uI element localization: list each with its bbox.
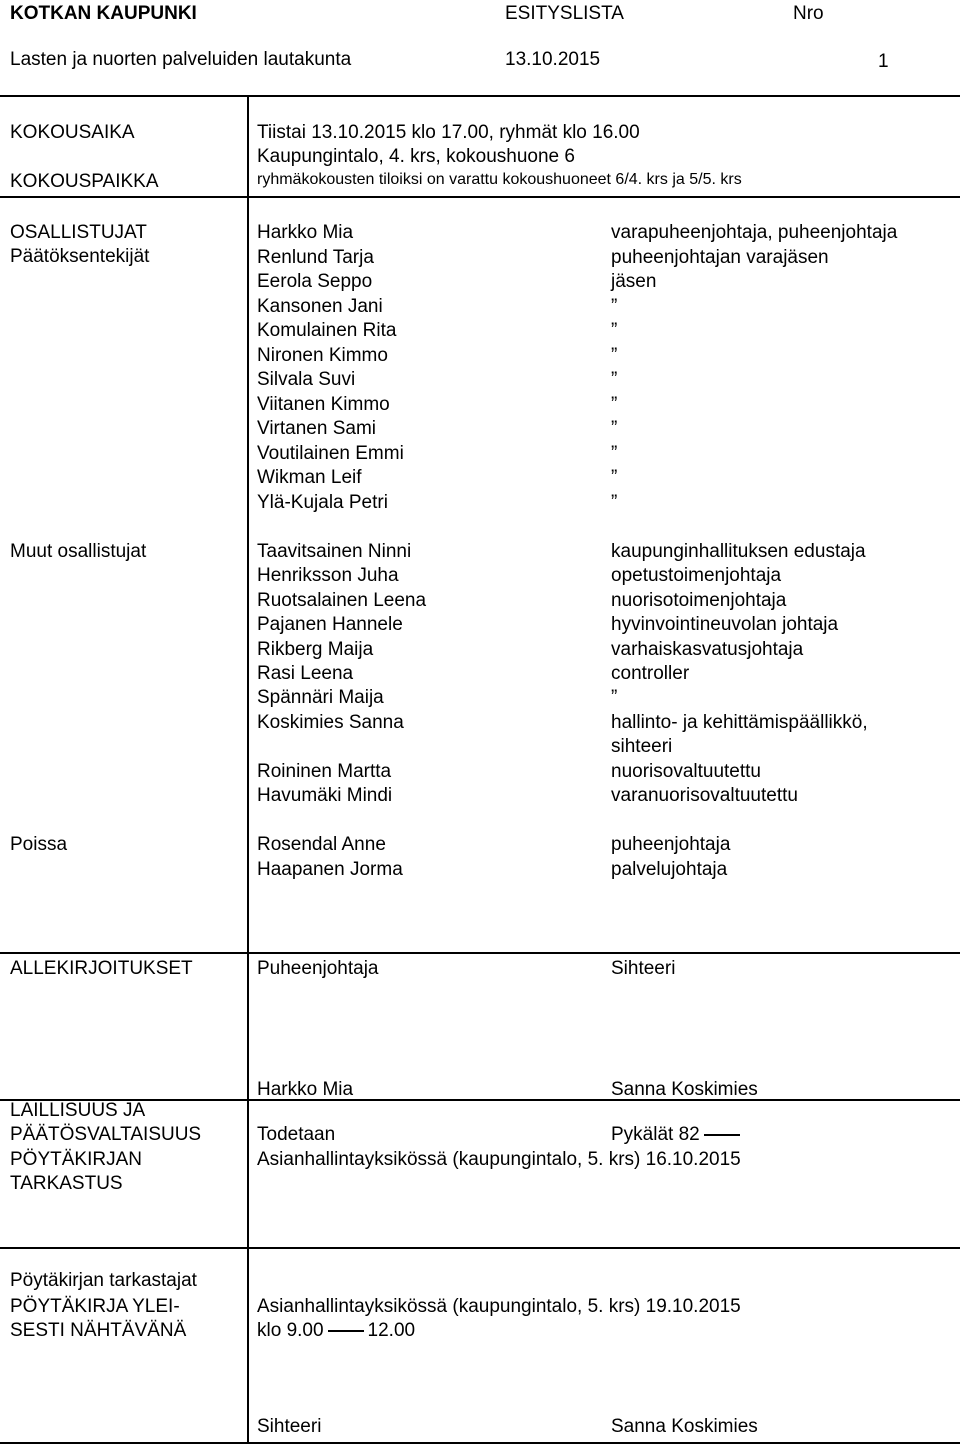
person-name: Havumäki Mindi (257, 785, 393, 806)
person-name: Harkko Mia (257, 222, 354, 243)
person-role: controller (611, 663, 690, 684)
legality-confirm: Todetaan (257, 1124, 336, 1145)
meeting-time-value: Tiistai 13.10.2015 klo 17.00, ryhmät klo 16.00 (257, 122, 640, 143)
sections-text: Pykälät 82 (611, 1124, 700, 1145)
person-name: Rikberg Maija (257, 638, 374, 660)
person-name: Eerola Seppo (257, 271, 373, 292)
person-role: varanuorisovaltuutettu (611, 785, 798, 806)
person-role: ” (611, 295, 618, 317)
person-name: Renlund Tarja (257, 246, 374, 268)
person-name: Komulainen Rita (257, 320, 397, 341)
person-role: varapuheenjohtaja, puheenjohtaja (611, 222, 898, 243)
public-value: Asianhallintayksikössä (kaupungintalo, 5. krs) 19.10.2015 (257, 1296, 741, 1317)
public-label-1: PÖYTÄKIRJA YLEI- (10, 1296, 180, 1317)
person-role: sihteeri (611, 736, 673, 758)
person-role: ” (611, 320, 618, 341)
meeting-place-value: Kaupungintalo, 4. krs, kokoushuone 6 (257, 146, 575, 167)
person-name: Henriksson Juha (257, 565, 399, 587)
person-role: ” (611, 491, 618, 513)
other-participants-label: Muut osallistujat (10, 541, 147, 562)
inspection-rule (0, 1247, 960, 1249)
person-role: opetustoimenjohtaja (611, 565, 782, 587)
person-role: puheenjohtaja (611, 834, 731, 855)
person-name: Silvala Suvi (257, 369, 356, 390)
participants-rule (0, 952, 960, 954)
meeting-rule (0, 196, 960, 198)
person-name: Viitanen Kimmo (257, 393, 390, 415)
time-range-dash (328, 1330, 364, 1332)
person-name: Ylä-Kujala Petri (257, 491, 388, 513)
person-role: ” (611, 687, 618, 709)
person-role: jäsen (611, 271, 657, 292)
person-name: Wikman Leif (257, 467, 362, 488)
document-type: ESITYSLISTA (505, 3, 624, 24)
absent-label: Poissa (10, 834, 68, 855)
inspectors-label: Pöytäkirjan tarkastajat (10, 1270, 197, 1291)
inspection-value: Asianhallintayksikössä (kaupungintalo, 5. krs) 16.10.2015 (257, 1149, 741, 1170)
person-role: ” (611, 442, 618, 464)
person-role: ” (611, 393, 618, 415)
person-name: Roininen Martta (257, 760, 392, 782)
chair-name: Harkko Mia (257, 1079, 354, 1100)
secretary-name: Sanna Koskimies (611, 1079, 758, 1100)
inspection-label-2: TARKASTUS (10, 1173, 123, 1194)
public-time-start: klo 9.00 (257, 1320, 324, 1341)
column-divider (247, 95, 249, 1444)
person-name: Spännäri Maija (257, 687, 384, 709)
person-name: Kansonen Jani (257, 295, 383, 317)
person-name: Voutilainen Emmi (257, 442, 404, 464)
sections-range (611, 1123, 740, 1147)
meeting-group-rooms: ryhmäkokousten tiloiksi on varattu kokoushuoneet 6/4. krs ja 5/5. krs (257, 171, 742, 188)
person-role: ” (611, 369, 618, 390)
meeting-date: 13.10.2015 (505, 49, 601, 70)
person-role: hallinto- ja kehittämispäällikkö, (611, 711, 868, 733)
person-name: Pajanen Hannele (257, 614, 403, 636)
footer-secretary-name: Sanna Koskimies (611, 1416, 758, 1437)
person-role: kaupunginhallituksen edustaja (611, 541, 866, 562)
person-name: Koskimies Sanna (257, 711, 404, 733)
person-role: puheenjohtajan varajäsen (611, 246, 829, 268)
inspection-label-1: PÖYTÄKIRJAN (10, 1149, 142, 1170)
person-role: palvelujohtaja (611, 858, 728, 880)
page-number: 1 (878, 51, 889, 72)
person-role: ” (611, 467, 618, 488)
secretary-label: Sihteeri (611, 958, 676, 979)
public-time (257, 1319, 415, 1343)
public-time-end: 12.00 (367, 1320, 416, 1341)
legality-label: LAILLISUUS JA (10, 1100, 146, 1121)
quorum-label: PÄÄTÖSVALTAISUUS (10, 1124, 202, 1145)
footer-secretary-label: Sihteeri (257, 1416, 322, 1437)
person-role: varhaiskasvatusjohtaja (611, 638, 804, 660)
participants-label: OSALLISTUJAT (10, 222, 147, 243)
person-role: nuorisotoimenjohtaja (611, 589, 787, 611)
person-role: nuorisovaltuutettu (611, 760, 761, 782)
number-label: Nro (793, 3, 824, 24)
meeting-time-label: KOKOUSAIKA (10, 122, 135, 143)
person-name: Rasi Leena (257, 663, 354, 684)
person-name: Nironen Kimmo (257, 344, 388, 366)
person-name: Ruotsalainen Leena (257, 589, 427, 611)
decision-makers-label: Päätöksentekijät (10, 246, 150, 267)
range-dash (704, 1134, 740, 1136)
person-name: Taavitsainen Ninni (257, 541, 412, 562)
person-name: Rosendal Anne (257, 834, 386, 855)
person-role: ” (611, 418, 618, 439)
city-name: KOTKAN KAUPUNKI (10, 3, 197, 24)
board-name: Lasten ja nuorten palveluiden lautakunta (10, 49, 352, 70)
top-rule (0, 95, 960, 97)
chair-label: Puheenjohtaja (257, 958, 379, 979)
signatures-label: ALLEKIRJOITUKSET (10, 958, 193, 979)
person-name: Haapanen Jorma (257, 858, 403, 880)
meeting-place-label: KOKOUSPAIKKA (10, 171, 159, 192)
person-role: ” (611, 344, 618, 366)
person-name: Virtanen Sami (257, 418, 376, 439)
person-role: hyvinvointineuvolan johtaja (611, 614, 839, 636)
public-label-2: SESTI NÄHTÄVÄNÄ (10, 1320, 187, 1341)
